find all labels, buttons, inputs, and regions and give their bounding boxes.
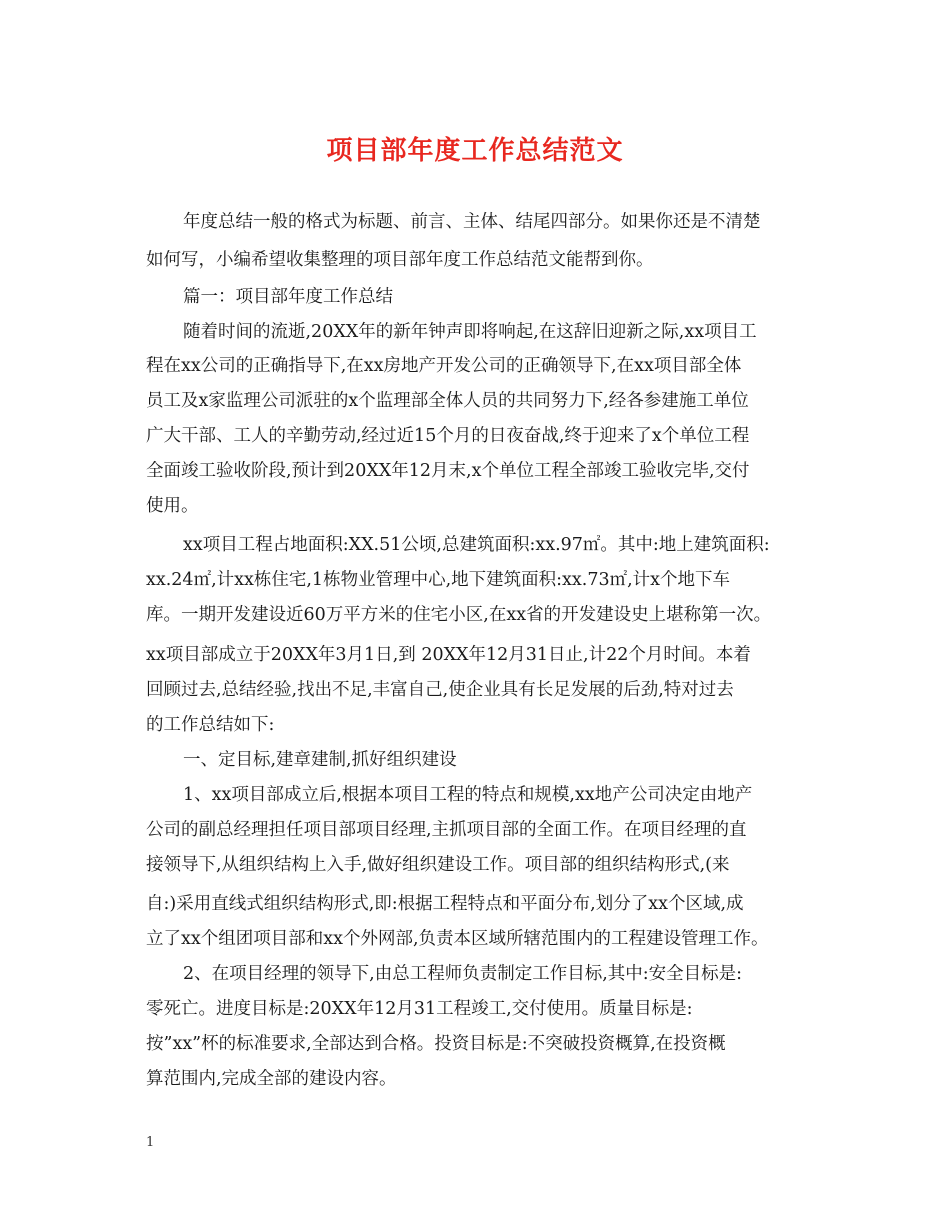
- paragraph-line: 2、在项目经理的领导下,由总工程师负责制定工作目标,其中:安全目标是:: [183, 964, 743, 984]
- paragraph-line: xx.24㎡,计xx栋住宅,1栋物业管理中心,地下建筑面积:xx.73㎡,计x个地下车: [146, 570, 731, 590]
- paragraph-line: 如何写，小编希望收集整理的项目部年度工作总结范文能帮到你。: [146, 250, 654, 270]
- page-number: 1: [146, 1135, 155, 1150]
- paragraph-line: xx项目工程占地面积:XX.51公顷,总建筑面积:xx.97㎡。其中:地上建筑面积:: [183, 535, 770, 555]
- paragraph-line: 公司的副总经理担任项目部项目经理,主抓项目部的全面工作。在项目经理的直: [146, 820, 747, 840]
- paragraph-line: 库。一期开发建设近60万平方米的住宅小区,在xx省的开发建设史上堪称第一次。: [146, 605, 772, 625]
- section-heading: 篇一：项目部年度工作总结: [183, 287, 393, 307]
- paragraph-line: 算范围内,完成全部的建设内容。: [146, 1069, 397, 1089]
- paragraph-line: 随着时间的流逝,20XX年的新年钟声即将响起,在这辞旧迎新之际,xx项目工: [183, 322, 757, 342]
- paragraph-line: 自:)采用直线式组织结构形式,即:根据工程特点和平面分布,划分了xx个区域,成: [146, 894, 744, 914]
- paragraph-line: 按”xx”杯的标准要求,全部达到合格。投资目标是:不突破投资概算,在投资概: [146, 1034, 726, 1054]
- section-heading: 一、定目标,建章建制,抓好组织建设: [183, 750, 457, 770]
- paragraph-line: 员工及x家监理公司派驻的x个监理部全体人员的共同努力下,经各参建施工单位: [146, 391, 749, 411]
- paragraph-line: 年度总结一般的格式为标题、前言、主体、结尾四部分。如果你还是不清楚: [183, 212, 761, 232]
- paragraph-line: 的工作总结如下:: [146, 715, 275, 735]
- paragraph-line: 全面竣工验收阶段,预计到20XX年12月末,x个单位工程全部竣工验收完毕,交付: [146, 461, 750, 481]
- paragraph-line: 回顾过去,总结经验,找出不足,丰富自己,使企业具有长足发展的后劲,特对过去: [146, 680, 734, 700]
- paragraph-line: 程在xx公司的正确指导下,在xx房地产开发公司的正确领导下,在xx项目部全体: [146, 356, 742, 376]
- paragraph-line: xx项目部成立于20XX年3月1日,到 20XX年12月31日止,计22个月时间。本着: [146, 645, 751, 665]
- paragraph-line: 使用。: [146, 496, 199, 516]
- document-title: 项目部年度工作总结范文: [326, 136, 624, 166]
- paragraph-line: 零死亡。进度目标是:20XX年12月31工程竣工,交付使用。质量目标是:: [146, 999, 693, 1019]
- paragraph-line: 立了xx个组团项目部和xx个外网部,负责本区域所辖范围内的工程建设管理工作。: [146, 929, 769, 949]
- paragraph-line: 1、xx项目部成立后,根据本项目工程的特点和规模,xx地产公司决定由地产: [183, 785, 753, 805]
- paragraph-line: 广大干部、工人的辛勤劳动,经过近15个月的日夜奋战,终于迎来了x个单位工程: [146, 426, 750, 446]
- paragraph-line: 接领导下,从组织结构上入手,做好组织建设工作。项目部的组织结构形式,(来: [146, 855, 730, 875]
